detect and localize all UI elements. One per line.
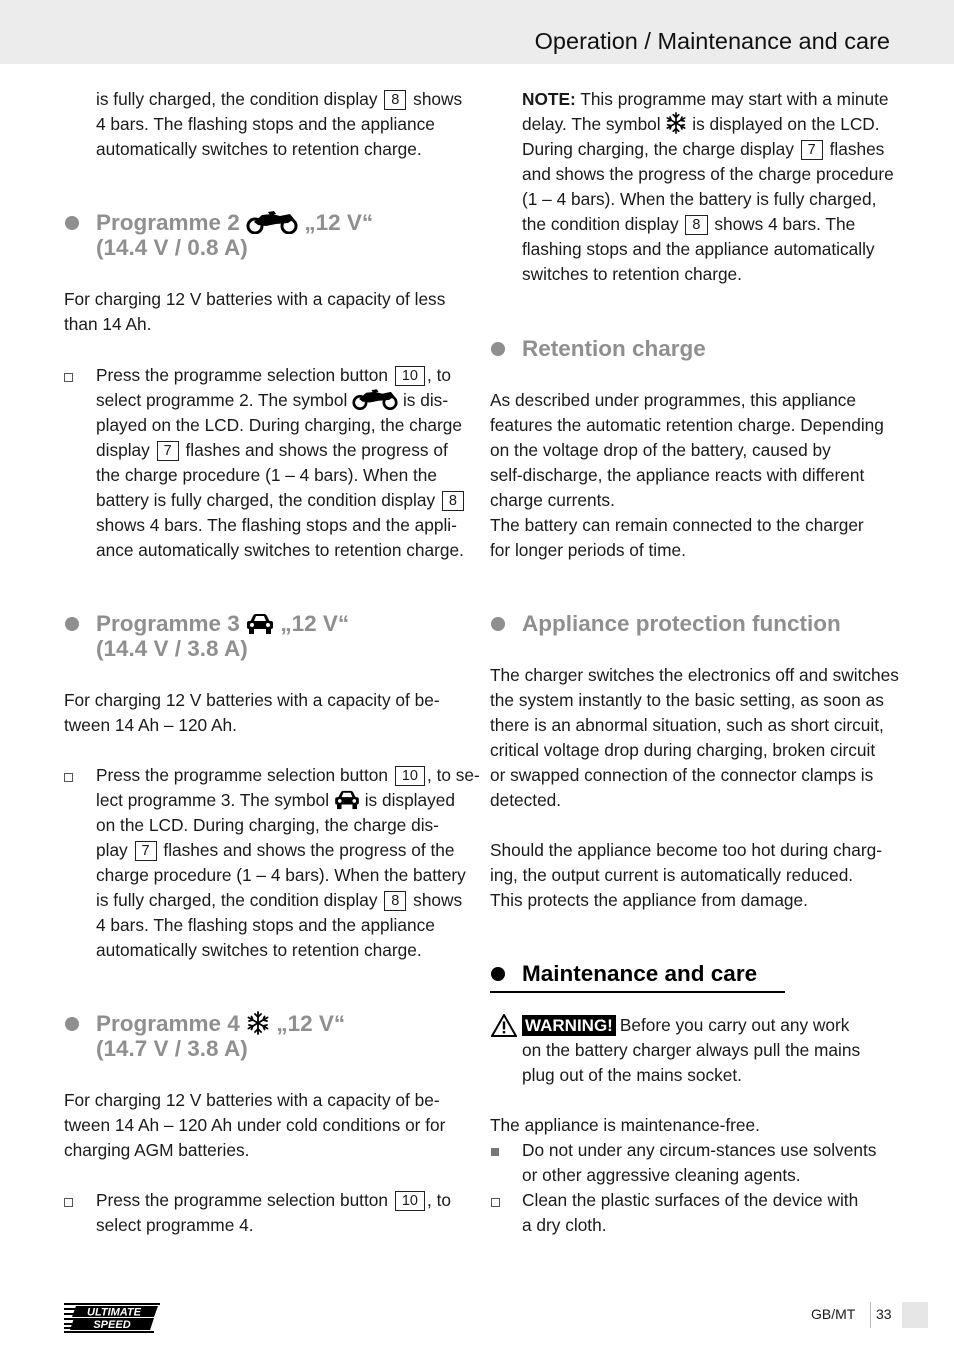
page-number: 33: [876, 1306, 892, 1322]
snowflake-icon: [246, 1011, 270, 1035]
bullet-dot: [65, 617, 79, 631]
ref-10: 10: [395, 1191, 425, 1211]
retention-charge-paragraph: As described under programmes, this appliance features the automatic retention charge. Depending on the voltage drop of the battery, caused by self-discharge, the appliance reacts with different charge currents. The battery can remain connected to the charger for longer periods of time.: [490, 390, 884, 560]
ref-8: 8: [384, 891, 406, 911]
programme-4-step: Press the programme selection button 10 , to select programme 4.: [96, 1190, 451, 1235]
language-code: GB/MT: [811, 1306, 856, 1322]
motorcycle-icon: [352, 388, 398, 410]
svg-text:SPEED: SPEED: [93, 1319, 131, 1331]
page-tab-marker: [902, 1302, 928, 1328]
retention-charge-heading: Retention charge: [522, 336, 706, 361]
programme-3-heading: Programme 3 „12 V“ (14.4 V / 3.8 A): [96, 611, 350, 661]
list-item: Clean the plastic surfaces of the device with a dry cloth.: [522, 1190, 859, 1235]
brand-logo: [62, 1302, 162, 1334]
ref-7: 7: [157, 441, 179, 461]
programme-3-description: For charging 12 V batteries with a capacity of be- tween 14 Ah – 120 Ah.: [64, 690, 440, 735]
motorcycle-icon: [246, 210, 298, 234]
ref-10: 10: [395, 366, 425, 386]
maintenance-heading: Maintenance and care: [522, 961, 758, 986]
page-title: Operation / Maintenance and care: [534, 28, 890, 54]
note-paragraph: NOTE: This programme may start with a minute delay. The symbol is displayed on the LCD. During charging, the charge display 7 flashes and shows the progress of the charge procedure (1 – 4 bars). When the battery is fully charged, the condition display 8 shows 4 bars. The flashing stops and the appliance automatically switches to retention charge.: [522, 89, 894, 284]
list-item: Do not under any circum-stances use solvents or other aggressive cleaning agents.: [522, 1140, 877, 1185]
car-icon: [246, 613, 274, 635]
programme-2-step: Press the programme selection button 10 , to select programme 2. The symbol is dis- played on the LCD. During charging, the charge display 7 flashes and shows the progress of the charge procedure (1 – 4 bars). When the battery is fully charged, the condition display 8 shows 4 bars. The flashing stops and the appli- ance automatically switches to retention charge.: [96, 365, 464, 560]
page-header: [0, 0, 954, 64]
ref-8: 8: [384, 90, 406, 110]
ref-8: 8: [685, 215, 707, 235]
checkbox-bullet: [64, 373, 73, 382]
bullet-dot: [491, 342, 505, 356]
bullet-dot: [491, 967, 505, 981]
appliance-protection-heading: Appliance protection function: [522, 611, 841, 636]
svg-text:ULTIMATE: ULTIMATE: [87, 1306, 141, 1319]
intro-paragraph: is fully charged, the condition display 8 shows 4 bars. The flashing stops and the appliance automatically switches to retention charge.: [96, 89, 463, 159]
checkbox-bullet: [491, 1198, 500, 1207]
warning-badge: WARNING!: [522, 1015, 616, 1036]
programme-4-heading: Programme 4 „12 V“ (14.7 V / 3.8 A): [96, 1011, 346, 1061]
snowflake-icon: [665, 112, 687, 134]
warning-paragraph: WARNING! Before you carry out any work on the battery charger always pull the mains plug out of the mains socket.: [522, 1015, 861, 1085]
programme-2-heading: Programme 2 „12 V“ (14.4 V / 0.8 A): [96, 210, 374, 260]
ref-8: 8: [442, 491, 464, 511]
bullet-dot: [491, 617, 505, 631]
heading-underline: [490, 991, 785, 993]
protection-paragraph: The charger switches the electronics off and switches the system instantly to the basic setting, as soon as there is an abnormal situation, such as short circuit, critical voltage drop during charging, broken circuit or swapped connection of the connector clamps is detected.: [490, 665, 899, 810]
ref-7: 7: [801, 140, 823, 160]
checkbox-bullet: [64, 773, 73, 782]
programme-4-description: For charging 12 V batteries with a capacity of be- tween 14 Ah – 120 Ah under cold conditions or for charging AGM batteries.: [64, 1090, 446, 1160]
warning-triangle-icon: [491, 1014, 517, 1037]
car-icon: [334, 790, 360, 810]
square-bullet: [491, 1148, 499, 1156]
overheat-paragraph: Should the appliance become too hot during charg- ing, the output current is automatically reduced. This protects the appliance from damage.: [490, 840, 882, 910]
bullet-dot: [65, 216, 79, 230]
programme-2-description: For charging 12 V batteries with a capacity of less than 14 Ah.: [64, 289, 446, 334]
programme-3-step: Press the programme selection button 10 , to se- lect programme 3. The symbol is displayed on the LCD. During charging, the charge dis- play 7 flashes and shows the progress of the charge procedure (1 – 4 bars). When the battery is fully charged, the condition display 8 shows 4 bars. The flashing stops and the appliance automatically switches to retention charge.: [96, 765, 480, 960]
footer-divider: [870, 1302, 871, 1328]
ref-7: 7: [135, 841, 157, 861]
bullet-dot: [65, 1017, 79, 1031]
ref-10: 10: [395, 766, 425, 786]
checkbox-bullet: [64, 1198, 73, 1207]
maintenance-free-text: The appliance is maintenance-free.: [490, 1115, 760, 1135]
